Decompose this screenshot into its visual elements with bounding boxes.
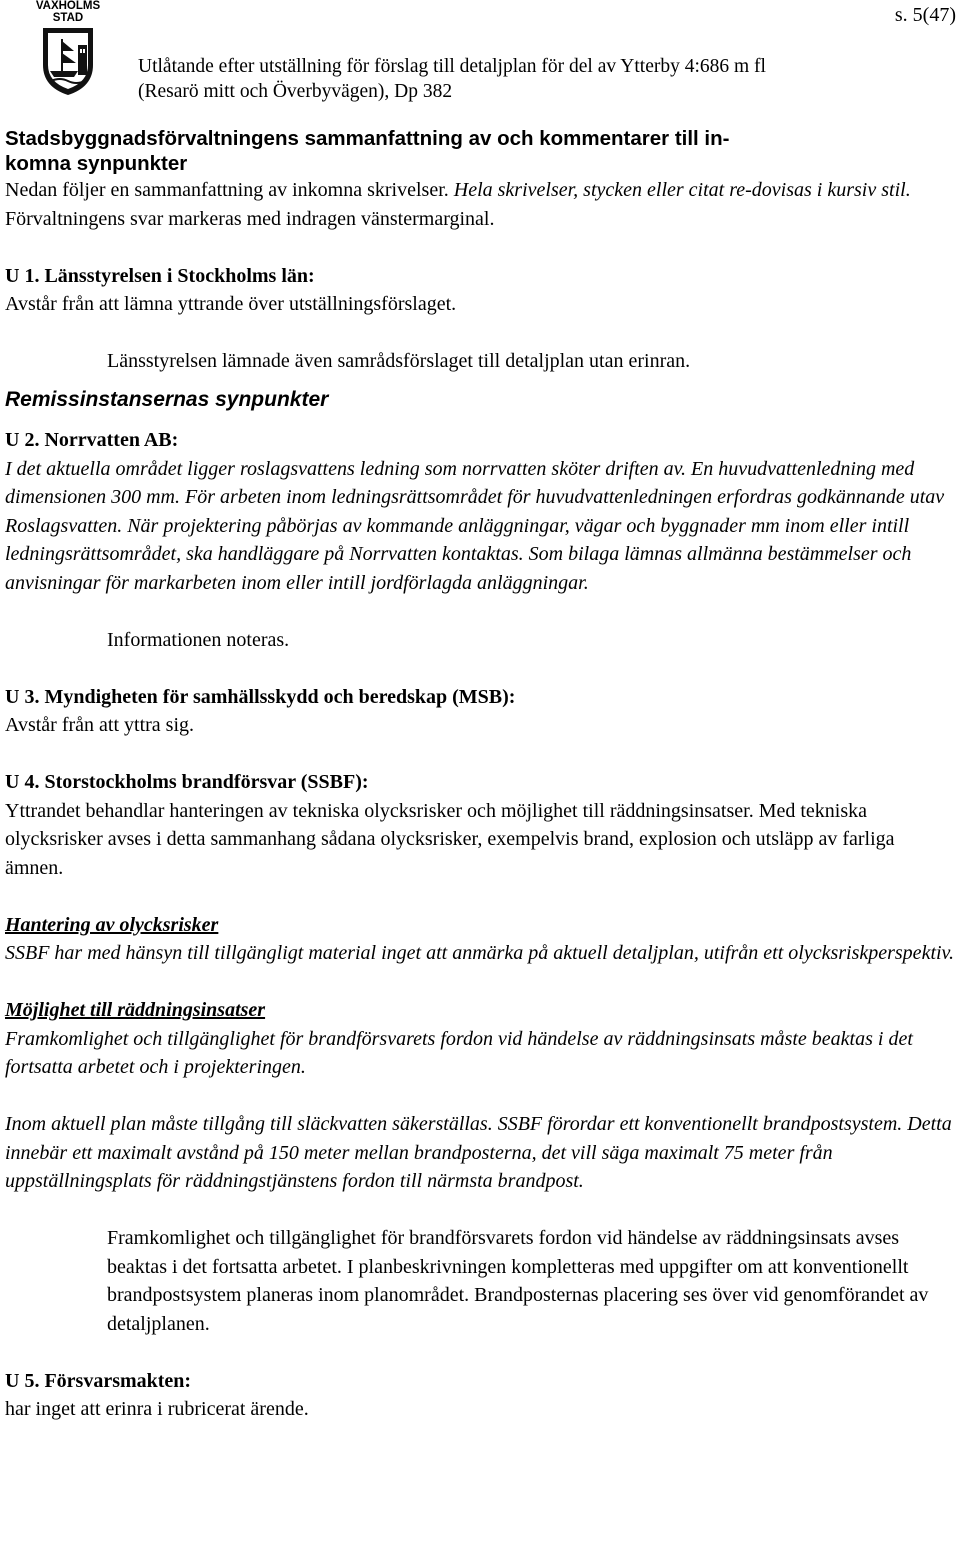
u2-text: I det aktuella området ligger roslagsvattens ledning som norrvatten sköter driften av. En huvudvattenledning med dimensionen 300 mm. För arbeten inom ledningsrättsområdet för huvudvattenledningen erfordras godkännande utav Roslagsvatten. När projektering påbörjas av kommande anläggningar, vägar och byggnader mm inom eller intill ledningsrättsområdet, ska handläggare på Norrvatten kontaktas. Som bilaga lämnas allmänna bestämmelser och anvisningar för markarbeten inom eller intill jordförlagda anläggningar. xyxy=(5,457,945,594)
page-title xyxy=(5,126,957,176)
doc-title-line2: (Resarö mitt och Överbyvägen), Dp 382 xyxy=(138,81,453,102)
u4-text: Yttrandet behandlar hanteringen av tekniska olycksrisker och möjlighet till räddningsinsatser. Med tekniska olycksrisker avses i detta sammanhang sådana olycksrisker, exempelvis brand, explosion och utsläpp av farliga ämnen. xyxy=(5,799,895,879)
section-remiss-heading: Remissinstansernas synpunkter xyxy=(5,387,329,411)
u1-text: Avstår från att lämna yttrande över utställningsförslaget. xyxy=(5,293,457,315)
municipal-logo xyxy=(30,0,106,97)
u4-sub2-text2: Inom aktuell plan måste tillgång till släckvatten säkerställas. SSBF förordar ett konventionellt brandpostsystem. Detta innebär ett maximalt avstånd på 150 meter mellan brandposterna, det vill säga maximalt 75 meter från uppställningsplats för räddningstjänstens fordon till närmsta brandpost. xyxy=(5,1113,952,1192)
u4-sub2-text: Framkomlighet och tillgänglighet för brandförsvarets fordon vid händelse av räddningsinsats måste beaktas i det fortsatta arbetet och i projekteringen. xyxy=(5,1027,913,1078)
intro-plain2: Förvaltningens svar markeras med indragen vänstermarginal. xyxy=(5,207,495,230)
u3-text: Avstår från att yttra sig. xyxy=(5,714,195,736)
u2-heading: U 2. Norrvatten AB: xyxy=(5,429,179,451)
u4-reply: Framkomlighet och tillgänglighet för brandförsvarets fordon vid händelse av räddningsinsats avses beaktas i det fortsatta arbetet. I planbeskrivningen kompletteras med uppgifter om att konventionellt brandpostsystem planeras inom planområdet. Brandposternas placering ses över vid genomförandet av detaljplanen. xyxy=(107,1227,929,1335)
u1-heading: U 1. Länsstyrelsen i Stockholms län: xyxy=(5,264,315,287)
document-reference xyxy=(138,54,766,104)
u4-heading: U 4. Storstockholms brandförsvar (SSBF): xyxy=(5,771,369,793)
u5-text: har inget att erinra i rubricerat ärende. xyxy=(5,1398,309,1420)
page-title-line2: komna synpunkter xyxy=(5,152,188,175)
intro-italic: Hela skrivelser, stycken eller citat re-dovisas i kursiv stil. xyxy=(453,179,911,201)
document-body xyxy=(5,126,957,1424)
u4-sub2-heading: Möjlighet till räddningsinsatser xyxy=(5,999,266,1021)
doc-title-line1: Utlåtande efter utställning för förslag till detaljplan för del av Ytterby 4:686 m fl xyxy=(138,56,766,77)
u3-heading: U 3. Myndigheten för samhällsskydd och beredskap (MSB): xyxy=(5,685,516,708)
page-number: s. 5(47) xyxy=(894,4,956,26)
page-title-line1: Stadsbyggnadsförvaltningens sammanfattning av och kommentarer till in- xyxy=(5,127,730,150)
logo-text-line2: STAD xyxy=(52,12,84,24)
intro-plain: Nedan följer en sammanfattning av inkomna skrivelser. xyxy=(5,179,454,201)
u4-sub1-text: SSBF har med hänsyn till tillgängligt material inget att anmärka på aktuell detaljplan, utifrån ett olycksriskperspektiv. xyxy=(5,942,954,964)
intro-paragraph xyxy=(5,176,957,233)
logo-text-line1: VAXHOLMS xyxy=(35,0,101,12)
u2-reply: Informationen noteras. xyxy=(107,628,290,651)
u5-heading: U 5. Försvarsmakten: xyxy=(5,1369,192,1392)
u4-sub1-heading: Hantering av olycksrisker xyxy=(5,913,219,936)
u1-reply: Länsstyrelsen lämnade även samrådsförslaget till detaljplan utan erinran. xyxy=(107,350,691,372)
coat-of-arms-icon xyxy=(40,25,96,97)
